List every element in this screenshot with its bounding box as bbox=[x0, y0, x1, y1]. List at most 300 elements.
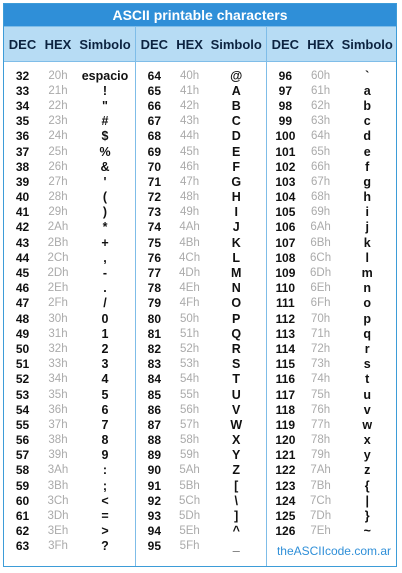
hex-value: 2Ah bbox=[47, 221, 69, 234]
table-row bbox=[267, 68, 397, 83]
symbol-value: 0 bbox=[101, 311, 109, 326]
table-row bbox=[267, 372, 397, 387]
hex-value: 3Fh bbox=[48, 540, 68, 553]
dec-value: 91 bbox=[147, 478, 162, 493]
dec-value: 45 bbox=[15, 266, 30, 281]
dec-value: 83 bbox=[147, 357, 162, 372]
hex-value: 4Dh bbox=[179, 267, 201, 280]
table-row bbox=[267, 220, 397, 235]
hex-value: 43h bbox=[179, 115, 200, 128]
column-headers bbox=[4, 26, 396, 62]
symbol-value: D bbox=[231, 129, 241, 144]
symbol-value: ` bbox=[365, 68, 370, 83]
hex-value: 4Ah bbox=[179, 221, 200, 234]
hex-value: 29h bbox=[48, 206, 68, 219]
dec-value: 124 bbox=[275, 493, 296, 508]
dec-value: 96 bbox=[278, 68, 293, 83]
table-row bbox=[267, 326, 397, 341]
table-row bbox=[267, 98, 397, 113]
symbol-value: V bbox=[232, 402, 241, 417]
hex-value: 27h bbox=[48, 175, 68, 188]
symbol-value: w bbox=[362, 417, 373, 432]
hex-value: 78h bbox=[310, 434, 331, 447]
table-row bbox=[4, 220, 135, 235]
header-hex: HEX bbox=[176, 36, 203, 52]
hex-value: 72h bbox=[310, 342, 331, 355]
table-row bbox=[136, 524, 266, 539]
dec-value: 56 bbox=[15, 433, 30, 448]
hex-value: 5Fh bbox=[179, 540, 200, 553]
symbol-value: e bbox=[363, 144, 371, 159]
dec-value: 99 bbox=[278, 114, 293, 129]
table-row bbox=[4, 463, 135, 478]
dec-value: 100 bbox=[275, 129, 296, 144]
table-column-2 bbox=[135, 62, 266, 567]
symbol-value: X bbox=[232, 433, 241, 448]
symbol-value: R bbox=[231, 341, 241, 356]
table-row bbox=[4, 129, 135, 144]
dec-value: 50 bbox=[15, 341, 30, 356]
dec-value: 113 bbox=[275, 326, 296, 341]
table-row bbox=[4, 250, 135, 265]
hex-value: 6Ch bbox=[310, 251, 332, 264]
symbol-value: C bbox=[231, 114, 241, 129]
dec-value: 97 bbox=[278, 83, 293, 98]
hex-value: 70h bbox=[310, 312, 331, 325]
symbol-value: # bbox=[101, 114, 109, 129]
symbol-value: * bbox=[102, 220, 108, 235]
table-row bbox=[4, 387, 135, 402]
table-row bbox=[267, 463, 397, 478]
table-row bbox=[4, 508, 135, 523]
table-row bbox=[136, 448, 266, 463]
dec-value: 120 bbox=[275, 433, 296, 448]
table-row bbox=[136, 341, 266, 356]
dec-value: 57 bbox=[15, 448, 30, 463]
hex-value: 3Eh bbox=[47, 525, 69, 538]
dec-value: 33 bbox=[15, 83, 30, 98]
dec-value: 107 bbox=[275, 235, 296, 250]
dec-value: 34 bbox=[15, 98, 30, 113]
table-row bbox=[267, 250, 397, 265]
hex-value: 44h bbox=[179, 130, 200, 143]
symbol-value: + bbox=[101, 235, 109, 250]
hex-value: 2Fh bbox=[48, 297, 68, 310]
table-row bbox=[136, 402, 266, 417]
hex-value: 7Eh bbox=[310, 525, 331, 538]
symbol-value: j bbox=[365, 220, 369, 235]
dec-value: 32 bbox=[15, 68, 30, 83]
table-row bbox=[4, 417, 135, 432]
symbol-value: , bbox=[103, 250, 107, 265]
dec-value: 121 bbox=[275, 448, 296, 463]
symbol-value: 3 bbox=[101, 357, 109, 372]
hex-value: 54h bbox=[179, 373, 200, 386]
symbol-value: B bbox=[231, 98, 241, 113]
symbol-value: > bbox=[101, 524, 109, 539]
hex-value: 69h bbox=[310, 206, 331, 219]
dec-value: 73 bbox=[147, 205, 162, 220]
hex-value: 4Fh bbox=[179, 297, 200, 310]
table-row bbox=[136, 250, 266, 265]
hex-value: 4Ch bbox=[179, 251, 201, 264]
hex-value: 63h bbox=[310, 115, 331, 128]
dec-value: 41 bbox=[15, 205, 30, 220]
symbol-value: E bbox=[232, 144, 241, 159]
dec-value: 92 bbox=[147, 493, 162, 508]
hex-value: 76h bbox=[310, 403, 331, 416]
table-column-3 bbox=[266, 62, 397, 567]
symbol-value: K bbox=[231, 235, 241, 250]
hex-value: 47h bbox=[179, 175, 200, 188]
dec-value: 58 bbox=[15, 463, 30, 478]
symbol-value: y bbox=[363, 448, 371, 463]
table-row bbox=[267, 387, 397, 402]
hex-value: 37h bbox=[48, 418, 68, 431]
hex-value: 66h bbox=[310, 160, 331, 173]
hex-value: 59h bbox=[179, 449, 200, 462]
hex-value: 7Ch bbox=[310, 494, 332, 507]
symbol-value: } bbox=[364, 509, 370, 524]
dec-value: 94 bbox=[147, 524, 162, 539]
dec-value: 47 bbox=[15, 296, 30, 311]
dec-value: 74 bbox=[147, 220, 162, 235]
table-row bbox=[4, 83, 135, 98]
dec-value: 111 bbox=[276, 296, 295, 311]
table-row bbox=[136, 372, 266, 387]
table-row bbox=[4, 524, 135, 539]
header-group-1 bbox=[4, 27, 135, 61]
dec-value: 40 bbox=[15, 190, 30, 205]
hex-value: 73h bbox=[310, 358, 331, 371]
symbol-value: - bbox=[102, 266, 108, 281]
dec-value: 122 bbox=[275, 463, 296, 478]
symbol-value: q bbox=[363, 326, 372, 341]
table-row bbox=[136, 68, 266, 83]
table-row bbox=[136, 508, 266, 523]
dec-value: 93 bbox=[147, 509, 162, 524]
hex-value: 26h bbox=[48, 160, 68, 173]
symbol-value: espacio bbox=[81, 68, 129, 83]
table-row bbox=[136, 326, 266, 341]
symbol-value: I bbox=[234, 205, 238, 220]
hex-value: 6Fh bbox=[310, 297, 331, 310]
hex-value: 60h bbox=[310, 69, 331, 82]
symbol-value: u bbox=[363, 387, 372, 402]
table-row bbox=[267, 478, 397, 493]
symbol-value: k bbox=[363, 235, 371, 250]
dec-value: 126 bbox=[275, 524, 296, 539]
symbol-value: { bbox=[364, 478, 370, 493]
dec-value: 53 bbox=[15, 387, 30, 402]
hex-value: 57h bbox=[179, 418, 200, 431]
table-row bbox=[136, 174, 266, 189]
hex-value: 4Eh bbox=[179, 282, 200, 295]
table-row bbox=[267, 235, 397, 250]
dec-value: 102 bbox=[275, 159, 296, 174]
dec-value: 114 bbox=[275, 341, 296, 356]
dec-value: 115 bbox=[275, 357, 296, 372]
table-row bbox=[267, 508, 397, 523]
dec-value: 118 bbox=[275, 402, 296, 417]
table-row bbox=[267, 448, 397, 463]
table-row bbox=[4, 159, 135, 174]
symbol-value: 5 bbox=[101, 387, 109, 402]
header-dec: DEC bbox=[271, 36, 300, 52]
symbol-value: H bbox=[231, 190, 241, 205]
symbol-value: % bbox=[99, 144, 111, 159]
dec-value: 123 bbox=[275, 478, 296, 493]
hex-value: 3Bh bbox=[47, 479, 69, 492]
symbol-value: T bbox=[232, 372, 241, 387]
dec-value: 65 bbox=[147, 83, 162, 98]
dec-value: 87 bbox=[147, 417, 162, 432]
table-row bbox=[267, 114, 397, 129]
table-row bbox=[136, 493, 266, 508]
symbol-value: p bbox=[363, 311, 372, 326]
table-row bbox=[267, 281, 397, 296]
hex-value: 5Dh bbox=[179, 510, 201, 523]
dec-value: 61 bbox=[15, 509, 30, 524]
symbol-value: o bbox=[363, 296, 372, 311]
hex-value: 5Ah bbox=[179, 464, 200, 477]
dec-value: 82 bbox=[147, 341, 162, 356]
symbol-value: r bbox=[364, 341, 370, 356]
dec-value: 39 bbox=[15, 174, 30, 189]
symbol-value: @ bbox=[230, 68, 243, 83]
dec-value: 71 bbox=[147, 174, 162, 189]
table-row bbox=[267, 265, 397, 280]
hex-value: 20h bbox=[48, 69, 68, 82]
table-row bbox=[136, 190, 266, 205]
table-row bbox=[136, 205, 266, 220]
dec-value: 80 bbox=[147, 311, 162, 326]
hex-value: 32h bbox=[48, 342, 68, 355]
hex-value: 22h bbox=[48, 99, 68, 112]
dec-value: 84 bbox=[147, 372, 162, 387]
hex-value: 24h bbox=[48, 130, 68, 143]
dec-value: 112 bbox=[275, 311, 296, 326]
dec-value: 98 bbox=[278, 98, 293, 113]
hex-value: 7Bh bbox=[310, 479, 331, 492]
table-row bbox=[267, 144, 397, 159]
website-link[interactable]: theASCIIcode.com.ar bbox=[276, 544, 391, 558]
symbol-value: f bbox=[365, 159, 370, 174]
hex-value: 62h bbox=[310, 99, 331, 112]
hex-value: 51h bbox=[179, 327, 200, 340]
table-row bbox=[267, 190, 397, 205]
hex-value: 40h bbox=[179, 69, 200, 82]
dec-value: 60 bbox=[15, 493, 30, 508]
table-row bbox=[267, 311, 397, 326]
symbol-value: x bbox=[363, 433, 371, 448]
table-row bbox=[4, 98, 135, 113]
symbol-value: ] bbox=[234, 509, 239, 524]
hex-value: 39h bbox=[48, 449, 68, 462]
hex-value: 6Bh bbox=[310, 236, 331, 249]
dec-value: 46 bbox=[15, 281, 30, 296]
hex-value: 34h bbox=[48, 373, 68, 386]
hex-value: 4Bh bbox=[179, 236, 200, 249]
hex-value: 2Ch bbox=[47, 251, 69, 264]
dec-value: 42 bbox=[15, 220, 30, 235]
hex-value: 55h bbox=[179, 388, 200, 401]
symbol-value: ( bbox=[102, 190, 108, 205]
symbol-value: n bbox=[363, 281, 372, 296]
table-title: ASCII printable characters bbox=[4, 4, 396, 26]
symbol-value: W bbox=[230, 417, 243, 432]
symbol-value: a bbox=[363, 83, 371, 98]
header-symbol: Simbolo bbox=[341, 36, 393, 52]
symbol-value: 2 bbox=[101, 341, 109, 356]
dec-value: 44 bbox=[15, 250, 30, 265]
symbol-value: G bbox=[231, 174, 242, 189]
symbol-value: P bbox=[232, 311, 241, 326]
symbol-value: Z bbox=[232, 463, 241, 478]
symbol-value: & bbox=[100, 159, 110, 174]
symbol-value: 7 bbox=[101, 417, 109, 432]
table-row bbox=[267, 296, 397, 311]
hex-value: 68h bbox=[310, 191, 331, 204]
dec-value: 69 bbox=[147, 144, 162, 159]
hex-value: 7Dh bbox=[310, 510, 332, 523]
hex-value: 71h bbox=[310, 327, 331, 340]
symbol-value: / bbox=[103, 296, 107, 311]
hex-value: 41h bbox=[179, 84, 200, 97]
hex-value: 64h bbox=[310, 130, 331, 143]
header-group-2 bbox=[135, 27, 266, 61]
table-row bbox=[4, 539, 135, 554]
hex-value: 5Bh bbox=[179, 479, 200, 492]
symbol-value: Y bbox=[232, 448, 241, 463]
dec-value: 125 bbox=[275, 509, 296, 524]
table-row bbox=[136, 357, 266, 372]
table-row bbox=[136, 129, 266, 144]
hex-value: 5Ch bbox=[179, 494, 201, 507]
hex-value: 7Ah bbox=[310, 464, 331, 477]
symbol-value: m bbox=[361, 266, 373, 281]
dec-value: 117 bbox=[275, 387, 296, 402]
hex-value: 3Ch bbox=[47, 494, 69, 507]
symbol-value: ^ bbox=[232, 524, 240, 539]
hex-value: 35h bbox=[48, 388, 68, 401]
table-row bbox=[136, 83, 266, 98]
table-row bbox=[267, 83, 397, 98]
symbol-value: F bbox=[232, 159, 241, 174]
dec-value: 104 bbox=[275, 190, 296, 205]
symbol-value: $ bbox=[101, 129, 109, 144]
dec-value: 51 bbox=[15, 357, 30, 372]
table-row bbox=[136, 220, 266, 235]
table-row bbox=[136, 433, 266, 448]
table-row bbox=[267, 129, 397, 144]
dec-value: 79 bbox=[147, 296, 162, 311]
symbol-value: ; bbox=[102, 478, 108, 493]
table-row bbox=[4, 493, 135, 508]
table-row bbox=[4, 448, 135, 463]
symbol-value: = bbox=[101, 509, 109, 524]
symbol-value: [ bbox=[234, 478, 239, 493]
table-row bbox=[4, 114, 135, 129]
table-row bbox=[136, 281, 266, 296]
hex-value: 58h bbox=[179, 434, 200, 447]
header-symbol: Simbolo bbox=[79, 36, 131, 52]
hex-value: 28h bbox=[48, 191, 68, 204]
header-hex: HEX bbox=[307, 36, 334, 52]
symbol-value: z bbox=[364, 463, 371, 478]
dec-value: 103 bbox=[275, 174, 296, 189]
dec-value: 81 bbox=[147, 326, 162, 341]
symbol-value: 9 bbox=[101, 448, 109, 463]
dec-value: 78 bbox=[147, 281, 162, 296]
hex-value: 5Eh bbox=[179, 525, 200, 538]
table-row bbox=[4, 311, 135, 326]
dec-value: 75 bbox=[147, 235, 162, 250]
table-row bbox=[4, 205, 135, 220]
symbol-value: d bbox=[363, 129, 372, 144]
hex-value: 74h bbox=[310, 373, 331, 386]
dec-value: 105 bbox=[275, 205, 296, 220]
table-row bbox=[136, 463, 266, 478]
table-row bbox=[136, 159, 266, 174]
dec-value: 116 bbox=[275, 372, 296, 387]
symbol-value: : bbox=[102, 463, 108, 478]
hex-value: 3Ah bbox=[47, 464, 69, 477]
table-row bbox=[136, 296, 266, 311]
dec-value: 48 bbox=[15, 311, 30, 326]
symbol-value: h bbox=[363, 190, 372, 205]
table-row bbox=[136, 539, 266, 554]
hex-value: 45h bbox=[179, 145, 200, 158]
table-row bbox=[136, 417, 266, 432]
table-row bbox=[4, 326, 135, 341]
symbol-value: J bbox=[232, 220, 240, 235]
symbol-value: ~ bbox=[363, 524, 371, 539]
dec-value: 101 bbox=[275, 144, 296, 159]
hex-value: 42h bbox=[179, 99, 200, 112]
hex-value: 61h bbox=[310, 84, 331, 97]
table-row bbox=[136, 265, 266, 280]
symbol-value: S bbox=[232, 357, 241, 372]
dec-value: 63 bbox=[15, 539, 30, 554]
hex-value: 33h bbox=[48, 358, 68, 371]
hex-value: 48h bbox=[179, 191, 200, 204]
table-row bbox=[4, 402, 135, 417]
symbol-value: _ bbox=[232, 539, 240, 554]
dec-value: 90 bbox=[147, 463, 162, 478]
dec-value: 108 bbox=[275, 250, 296, 265]
dec-value: 49 bbox=[15, 326, 30, 341]
dec-value: 109 bbox=[275, 266, 296, 281]
dec-value: 35 bbox=[15, 114, 30, 129]
dec-value: 119 bbox=[275, 417, 296, 432]
header-hex: HEX bbox=[44, 36, 72, 52]
hex-value: 2Bh bbox=[47, 236, 69, 249]
dec-value: 55 bbox=[15, 417, 30, 432]
table-row bbox=[136, 144, 266, 159]
symbol-value: ! bbox=[102, 83, 108, 98]
table-row bbox=[267, 524, 397, 539]
hex-value: 6Ah bbox=[310, 221, 331, 234]
hex-value: 21h bbox=[48, 84, 68, 97]
symbol-value: 6 bbox=[101, 402, 109, 417]
dec-value: 110 bbox=[275, 281, 296, 296]
table-row bbox=[267, 433, 397, 448]
dec-value: 89 bbox=[147, 448, 162, 463]
hex-value: 2Eh bbox=[47, 282, 69, 295]
dec-value: 52 bbox=[15, 372, 30, 387]
hex-value: 79h bbox=[310, 449, 331, 462]
